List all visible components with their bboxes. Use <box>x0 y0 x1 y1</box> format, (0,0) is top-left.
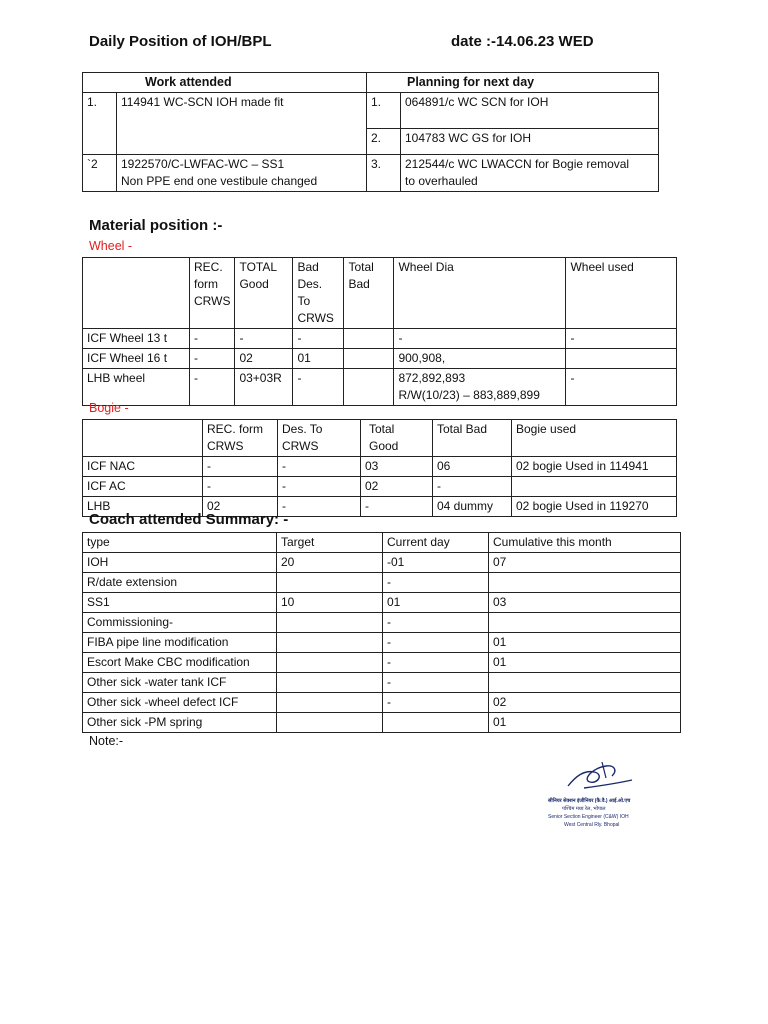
table-cell <box>277 573 383 593</box>
wheel-col-header: Wheel used <box>566 258 677 329</box>
bogie-table <box>82 419 677 517</box>
table-cell: 01 <box>383 593 489 613</box>
table-cell <box>489 573 681 593</box>
wheel-table-header <box>83 258 677 329</box>
plan-no: 3. <box>367 155 401 192</box>
stamp-line: West Central Rly. Bhopal <box>564 822 620 828</box>
table-cell: IOH <box>83 553 277 573</box>
table-row <box>83 713 681 733</box>
table-cell <box>277 693 383 713</box>
table-cell: - <box>383 613 489 633</box>
table-cell: - <box>278 457 361 477</box>
table-cell: Other sick -water tank ICF <box>83 673 277 693</box>
table-cell <box>489 673 681 693</box>
plan-text: 212544/c WC LWACCN for Bogie removal to overhauled <box>401 155 659 192</box>
note-label: Note:- <box>89 734 124 748</box>
table-cell: 01 <box>293 349 344 369</box>
signature-stamp <box>548 752 648 832</box>
summary-col-header: Current day <box>383 533 489 553</box>
table-row <box>83 653 681 673</box>
table-cell: 872,892,893 R/W(10/23) – 883,889,899 <box>394 369 566 406</box>
table-row <box>83 329 677 349</box>
coach-summary-title: Coach attended Summary: - <box>89 511 289 528</box>
table-cell: ICF Wheel 13 t <box>83 329 190 349</box>
plan-text: 064891/c WC SCN for IOH <box>401 93 659 129</box>
table-cell <box>512 477 677 497</box>
summary-col-header: type <box>83 533 277 553</box>
table-row <box>83 573 681 593</box>
report-date: date :-14.06.23 WED <box>451 33 594 50</box>
table-cell: - <box>293 369 344 406</box>
table-cell: 03 <box>489 593 681 613</box>
table-cell: Commissioning- <box>83 613 277 633</box>
table-cell <box>344 349 394 369</box>
table-row <box>83 349 677 369</box>
table-cell: -01 <box>383 553 489 573</box>
work-text: 114941 WC-SCN IOH made fit <box>117 93 367 155</box>
table-cell: - <box>278 477 361 497</box>
table-cell: - <box>361 497 433 517</box>
table-row <box>83 693 681 713</box>
table-cell: - <box>190 329 235 349</box>
table-cell: 01 <box>489 633 681 653</box>
table-cell: 02 <box>235 349 293 369</box>
summary-table-header <box>83 533 681 553</box>
table-cell: Escort Make CBC modification <box>83 653 277 673</box>
table-cell: ICF NAC <box>83 457 203 477</box>
signature-icon <box>554 756 644 796</box>
table-cell: 02 <box>203 497 278 517</box>
table-cell: 20 <box>277 553 383 573</box>
table-row <box>83 477 677 497</box>
table-cell: - <box>566 329 677 349</box>
table-cell <box>344 329 394 349</box>
table-cell: ICF AC <box>83 477 203 497</box>
table-cell: 03 <box>361 457 433 477</box>
work-table-header <box>83 73 659 93</box>
table-cell: Other sick -PM spring <box>83 713 277 733</box>
table-cell: - <box>278 497 361 517</box>
table-cell: 02 bogie Used in 114941 <box>512 457 677 477</box>
table-cell: Other sick -wheel defect ICF <box>83 693 277 713</box>
bogie-col-header: Bogie used <box>512 420 677 457</box>
table-cell: - <box>383 693 489 713</box>
table-cell <box>277 633 383 653</box>
wheel-col-header: TOTAL Good <box>235 258 293 329</box>
table-cell: 10 <box>277 593 383 613</box>
table-cell: - <box>383 633 489 653</box>
wheel-table <box>82 257 677 406</box>
bogie-col-header: Des. To CRWS <box>278 420 361 457</box>
table-row <box>83 155 659 192</box>
table-cell: ICF Wheel 16 t <box>83 349 190 369</box>
summary-col-header: Target <box>277 533 383 553</box>
table-cell: 01 <box>489 653 681 673</box>
table-cell: - <box>383 573 489 593</box>
table-cell: - <box>235 329 293 349</box>
stamp-line: Senior Section Engineer (C&W) IOH <box>548 814 629 820</box>
table-cell: - <box>203 477 278 497</box>
table-row <box>83 457 677 477</box>
table-row <box>83 613 681 633</box>
table-cell: SS1 <box>83 593 277 613</box>
table-cell: - <box>203 457 278 477</box>
bogie-col-header: REC. form CRWS <box>203 420 278 457</box>
stamp-line: पश्चिम मध्य रेल, भोपाल <box>562 806 606 812</box>
bogie-section-label: Bogie - <box>89 401 129 415</box>
work-attended-header: Work attended <box>83 73 367 93</box>
table-cell: 04 dummy <box>433 497 512 517</box>
bogie-col-header <box>83 420 203 457</box>
table-cell <box>566 349 677 369</box>
plan-no: 1. <box>367 93 401 129</box>
work-table <box>82 72 659 192</box>
table-cell: R/date extension <box>83 573 277 593</box>
table-cell: 900,908, <box>394 349 566 369</box>
table-row <box>83 93 659 129</box>
table-cell <box>489 613 681 633</box>
table-cell: - <box>190 349 235 369</box>
table-cell <box>277 613 383 633</box>
table-cell: - <box>383 653 489 673</box>
table-cell: LHB wheel <box>83 369 190 406</box>
table-cell: - <box>394 329 566 349</box>
table-cell <box>383 713 489 733</box>
table-cell: 02 <box>361 477 433 497</box>
table-row <box>83 553 681 573</box>
summary-col-header: Cumulative this month <box>489 533 681 553</box>
summary-table <box>82 532 681 733</box>
plan-text: 104783 WC GS for IOH <box>401 129 659 155</box>
table-row <box>83 369 677 406</box>
planning-header: Planning for next day <box>367 73 659 93</box>
wheel-col-header: Wheel Dia <box>394 258 566 329</box>
wheel-col-header <box>83 258 190 329</box>
table-cell: - <box>190 369 235 406</box>
table-cell: 06 <box>433 457 512 477</box>
table-cell: - <box>383 673 489 693</box>
wheel-section-label: Wheel - <box>89 239 133 253</box>
wheel-col-header: Bad Des. To CRWS <box>293 258 344 329</box>
table-row <box>83 673 681 693</box>
table-cell: LHB <box>83 497 203 517</box>
table-cell <box>277 713 383 733</box>
table-cell: 01 <box>489 713 681 733</box>
table-cell <box>344 369 394 406</box>
table-cell: FIBA pipe line modification <box>83 633 277 653</box>
table-cell: 02 <box>489 693 681 713</box>
work-no: 1. <box>83 93 117 155</box>
stamp-line: सीनियर सेक्शन इंजीनियर (कै.वै.) आई.ओ.एच <box>548 798 631 804</box>
table-cell: - <box>293 329 344 349</box>
table-row <box>83 633 681 653</box>
table-cell <box>277 653 383 673</box>
bogie-col-header: Total Bad <box>433 420 512 457</box>
material-position-title: Material position :- <box>89 217 223 234</box>
work-text: 1922570/C-LWFAC-WC – SS1 Non PPE end one vestibule changed <box>117 155 367 192</box>
plan-no: 2. <box>367 129 401 155</box>
table-cell: 02 bogie Used in 119270 <box>512 497 677 517</box>
table-cell <box>277 673 383 693</box>
table-cell: - <box>566 369 677 406</box>
table-cell: 03+03R <box>235 369 293 406</box>
bogie-table-header <box>83 420 677 457</box>
wheel-col-header: REC. form CRWS <box>190 258 235 329</box>
page-title: Daily Position of IOH/BPL <box>89 33 272 50</box>
table-row <box>83 593 681 613</box>
wheel-col-header: Total Bad <box>344 258 394 329</box>
table-cell: - <box>433 477 512 497</box>
bogie-col-header: Total Good <box>361 420 433 457</box>
work-no: `2 <box>83 155 117 192</box>
table-cell: 07 <box>489 553 681 573</box>
